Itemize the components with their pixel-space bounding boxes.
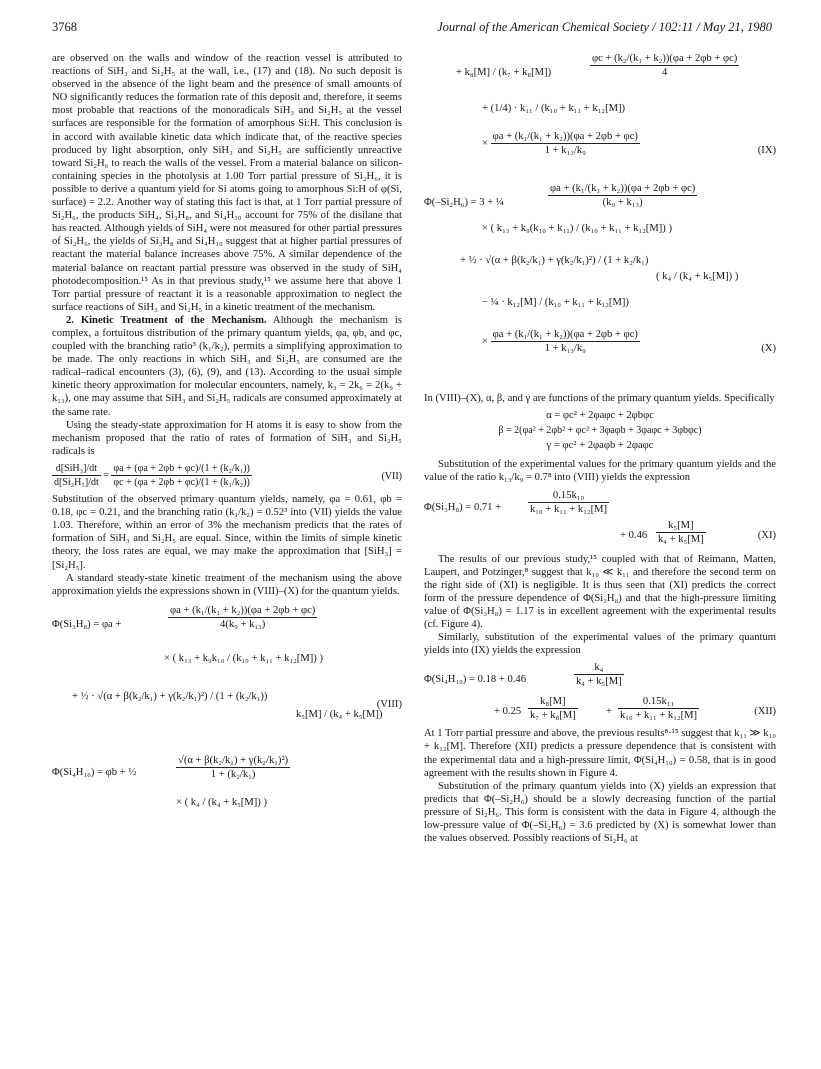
paragraph: In (VIII)–(X), α, β, and γ are functions of the primary quantum yields. Specifically: [424, 393, 775, 404]
paragraph: A standard steady-state kinetic treatment of the mechanism using the above approximation yields the expressions shown in (VIII)–(X) for the quantum yields.: [52, 572, 402, 597]
equation-viii-b: Φ(Si₄H₁₀) = φb + ½ $\frac{\text{√(α + β(k₂/k₁) + γ(k₂/k₁)²)}}{\text{1 + (k₂/k₁)}}$ × ( k₄ / (k₄ + k₅[M]) ): [52, 754, 289, 808]
right-column: [424, 52, 776, 845]
paragraph: Substitution of the experimental values for the primary quantum yields and the value of the ratio k₁₃/k₉ = 0.7⁸ into (VIII) yields the expression: [424, 459, 776, 484]
journal-citation: Journal of the American Chemical Society / 102:11 / May 21, 1980: [437, 20, 772, 34]
equation-number: (XII): [754, 706, 776, 718]
paragraph: The results of our previous study,¹⁵ coupled with that of Reimann, Matten, Laupert, and Potzinger,⁸ suggest that k₁₀ ≪ k₁₁ and therefore the second term on the right side of (XI) is negligible. It is thus seen that (XI) predicts the correct form of the pressure dependence of Φ(Si₃H₈) and that the high-pressure limiting value of Φ(Si₃H₈) = 1.17 is in excellent agreement with the experimental results (cf. Figure 4).: [424, 553, 776, 631]
alpha-definition: α = φc² + 2φaφc + 2φbφc: [546, 410, 654, 422]
section-heading: 2. Kinetic Treatment of the Mechanism.: [66, 314, 267, 326]
equation-number: (VIII): [376, 698, 402, 710]
paragraph: 2. Kinetic Treatment of the Mechanism. Although the mechanism is complex, a fortuitous distribution of the primary quantum yields, φa, φb, and φc, coupled with the branching ratio³ (k₁/k₂), permits a simplifying approximation to be made. The only reactions in which SiH₃ and Si₂H₅ are consumed are the radical–radical encounters (3), (6), (9), and (13). According to the usual simple kinetic theory approximation for molecular encounters, namely, k₃ = 2k₆ = 2(k₉ + k₁₃), one may assume that SiH₃ and Si₂H₅ radicals are consumed approximately at the same rate.: [52, 314, 402, 418]
equation-number: (IX): [757, 145, 776, 156]
equation-viii: Φ(Si₃H₈) = φa + $\frac{\text{φa + (k₁/(k₁ + k₂))(φa + 2φb + φc)}}{\text{4(k₉ + k₁₃)}}$ × ( k₁₃ + k₉k₁₀ / (k₁₀ + k₁₁ + k₁₂[M]) ) + ½ · √(α + β(k₂/k₁) + γ(k₂/k₁)²) / (1 + (k₂/k₁)) k₅[M] / (k₄ + k₅[M]) (VIII): [52, 604, 402, 720]
page-header: [52, 20, 772, 40]
equation-xi: Φ(Si₃H₈) = 0.71 + $\frac{\text{0.15k₁₀}}{\text{k₁₀ + k₁₁ + k₁₂[M]}}$ + 0.46 $\frac{\text{k₅[M]}}{\text{k₄ + k₅[M]}}$ (XI): [424, 489, 776, 545]
paragraph: are observed on the walls and window of the reaction vessel is attributed to reactions of SiH₃ and Si₂H₅ at the wall, i.e., (17) and (18). No such deposit is observed in the absence of the light beam and the presence of small amounts of NO significantly reduces the formation rate of this deposit and, therefore, it seems most probable that reactions of the monoradicals SiH₃ and Si₂H₅ at the vessel surfaces are responsible for the formation of amorphous Si:H. This conclusion is in accord with available kinetic data which indicate that, of the reactive species produced by light absorption, only SiH₃ and Si₂H₅ are sufficiently unreactive toward Si₂H₆ to reach the walls of the vessel. From a material balance on silicon-containing species in the photolysis at 1.00 Torr partial pressure of Si₂H₆, it is possible to derive a quantum yield for Si atoms going to amorphous Si:H of φ(Si, surface) = 2.2. Another way of stating this fact is that, at 1 Torr partial pressure of Si₂H₆, the products SiH₄, Si₃H₈, and Si₄H₁₀ account for 75% of the disilane that has reacted. Although yields of SiH₄ were not measured for other partial pressures of Si₂H₆, the yields of Si₃H₈ and Si₄H₁₀ suggest that at higher partial pressures of reactant the material balance increases above 75%. A similar dependence of the material balance on reactant partial pressure was observed in the study of SiH₄ photodecomposition.¹⁵ As in that previous study,¹⁵ we assume here that above 1 Torr partial pressure of reactant it is a reasonable approximation to neglect the surface reactions of SiH₃ and Si₂H₅ in a kinetic treatment of the mechanism.: [52, 53, 402, 313]
equation-number: (X): [761, 343, 776, 354]
left-column: [52, 52, 402, 824]
equation-xii: Φ(Si₄H₁₀) = 0.18 + 0.46 $\frac{\text{k₄}}{\text{k₄ + k₅[M]}}$ + 0.25 $\frac{\text{k₈[M]}}{\text{k₇ + k₈[M]}}$ + $\frac{\text{0.15k₁₁}}{\text{k₁₀ + k₁₁ + k₁₂[M]}}$ (XII): [424, 662, 776, 722]
paragraph: Substitution of the primary quantum yields into (X) yields an expression that predicts that Φ(–Si₂H₆) should be a slowly decreasing function of the partial pressure of Si₂H₆. This form is consistent with the data in Figure 4, although the low-pressure value of Φ(–Si₂H₆) = 3.6 predicted by (X) is somewhat lower than the values observed. Possibly reactions of Si₂H₆ at: [424, 780, 776, 845]
gamma-definition: γ = φc² + 2φaφb + 2φaφc: [546, 440, 654, 452]
equation-x: Φ(–Si₂H₆) = 3 + ¼ $\frac{\text{φa + (k₁/(k₁ + k₂))(φa + 2φb + φc)}}{\text{(k₉ + k₁₃)}}$ × ( k₁₃ + k₉(k₁₀ + k₁₁) / (k₁₀ + k₁₁ + k₁₂[M]) ) + ½ · √(α + β(k₂/k₁) + γ(k₂/k₁)²) / (1 + k₂/k₁) ( k₄ / (k₄ + k₅[M]) ) − ¼ · k₁₂[M] / (k₁₀ + k₁₁ + k₁₂[M]) × $\frac{\text{φa + (k₁/(k₁ + k₂))(φa + 2φb + φc)}}{\text{1 + k₁₃/k₉}}$ (X): [424, 183, 776, 355]
beta-definition: β = 2(φa² + 2φb² + φc² + 3φaφb + 3φaφc + 3φbφc): [498, 425, 702, 437]
equation-number: (VII): [381, 470, 402, 482]
equation-number: (XI): [757, 529, 776, 541]
paragraph: Similarly, substitution of the experimental values of the primary quantum yields into (IX) yields the expression: [424, 632, 776, 657]
equation-ix: + k₈[M] / (k₇ + k₈[M]) $\frac{\text{φc + (k₂/(k₁ + k₂))(φa + 2φb + φc)}}{4}$ + (1/4) · k₁₁ / (k₁₀ + k₁₁ + k₁₂[M]) × $\frac{\text{φa + (k₁/(k₁ + k₂))(φa + 2φb + φc)}}{\text{1 + k₁₃/k₉}}$ (IX): [456, 53, 776, 157]
paragraph: Substitution of the observed primary quantum yields, namely, φa = 0.61, φb = 0.18, φc = 0.21, and the branching ratio (k₁/k₂) = 0.52³ into (VII) yields the value 1.03. Therefore, within an error of 3% the mechanism predicts that the rates of formation of SiH₃ and Si₂H₅ are equal. Since, within the limits of simple kinetic theory, the loss rates are equal, we may make the approximation that [SiH₃] = [Si₂H₅].: [52, 494, 402, 571]
page-number: 3768: [52, 20, 77, 34]
paragraph: Using the steady-state approximation for H atoms it is easy to show from the mechanism proposed that the ratio of rates of formation of SiH₃ and Si₂H₅ radicals is: [52, 419, 402, 457]
equation-vii: $\frac{\text{d[SiH₃]/dt}}{\text{d[Si₂H₅]/dt}}$ = $\frac{\text{φa + (φa + 2φb + φc)/(1 + (k₂/k₁))}}{\text{φc + (φa + 2φb + φc)/(1 + (k₁/k₂))}}$ (VII): [54, 462, 402, 488]
paragraph: At 1 Torr partial pressure and above, the previous results⁸·¹⁵ suggest that k₁₁ ≫ k₁₀ + k₁₂[M]. Therefore (XII) predicts a pressure dependence that is consistent with the experimental data and a high-pressure limit, Φ(Si₄H₁₀) = 0.58, that is in good agreement with the results shown in Figure 4.: [424, 728, 776, 779]
